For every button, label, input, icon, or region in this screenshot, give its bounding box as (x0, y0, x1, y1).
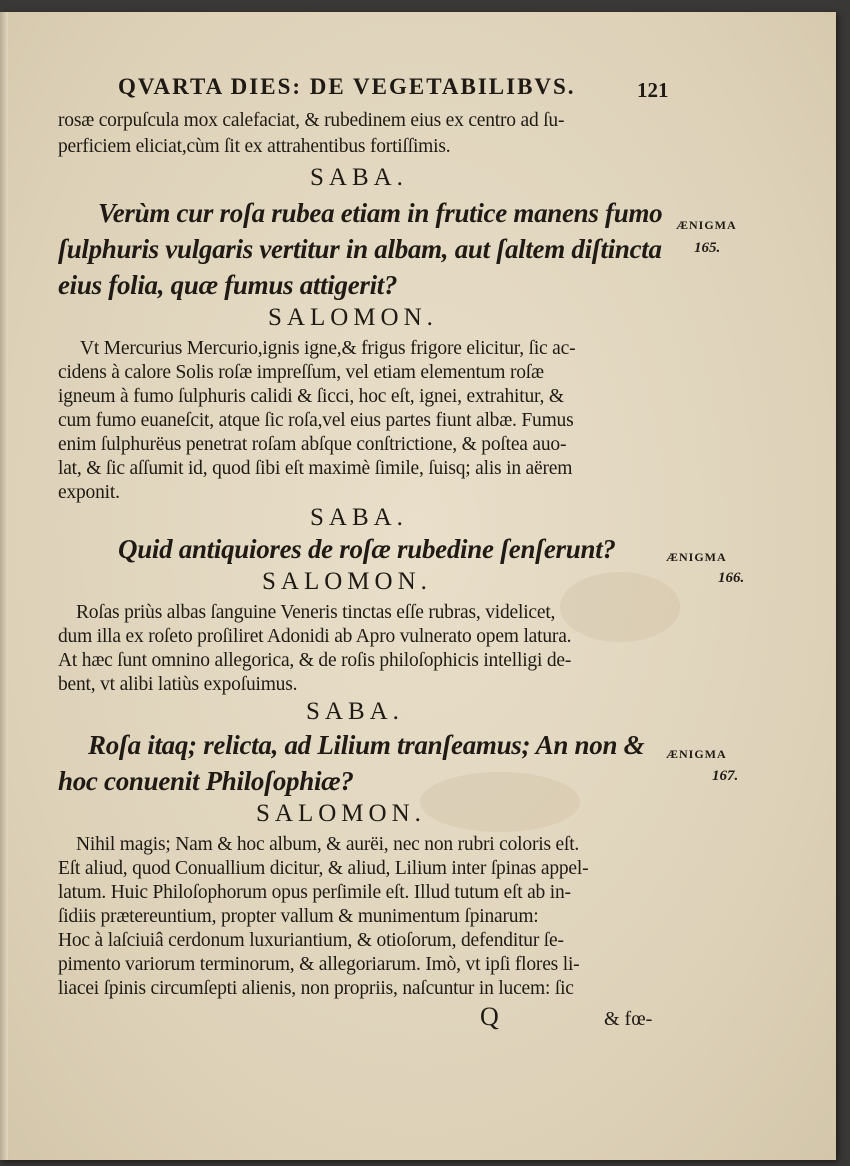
page-gutter-shadow (0, 12, 8, 1160)
speaker-heading-saba: SABA. (310, 504, 408, 531)
text-line: At hæc ſunt omnino allegorica, & de roſis philoſophicis intelligi de- (58, 650, 572, 671)
catchword: & fœ- (604, 1008, 653, 1030)
text-line: cum fumo euaneſcit, atque ſic roſa,vel eius partes fiunt albæ. Fumus (58, 410, 574, 431)
margin-note-label: ÆNIGMA (676, 218, 737, 232)
text-line: cidens à calore Solis roſæ impreſſum, vel etiam elementum roſæ (58, 362, 544, 383)
signature-mark: Q (480, 1002, 499, 1031)
text-line: igneum à fumo ſulphuris calidi & ſicci, hoc eſt, ignei, extrahitur, & (58, 386, 564, 407)
speaker-heading-saba: SABA. (310, 164, 408, 191)
margin-note-number: 165. (694, 240, 721, 256)
text-line: liacei ſpinis circumſepti alienis, non propriis, naſcuntur in lucem: ſic (58, 978, 574, 999)
text-line: bent, vt alibi latiùs expoſuimus. (58, 674, 298, 695)
speaker-heading-salomon: SALOMON. (256, 800, 426, 827)
question-line: eius folia, quæ fumus attigerit? (58, 270, 398, 300)
text-line: rosæ corpuſcula mox calefaciat, & rubedinem eius ex centro ad ſu- (58, 110, 565, 131)
running-head: QVARTA DIES: DE VEGETABILIBVS. (118, 74, 576, 99)
text-line: dum illa ex roſeto proſiliret Adonidi ab Apro vulnerato opem latura. (58, 626, 572, 647)
margin-note-number: 166. (718, 570, 745, 586)
text-line: Nihil magis; Nam & hoc album, & aurëi, nec non rubri coloris eſt. (76, 834, 580, 855)
text-line: pimento variorum terminorum, & allegoriarum. Imò, vt ipſi flores li- (58, 954, 580, 975)
page-number: 121 (637, 78, 669, 102)
text-line: exponit. (58, 482, 120, 503)
text-line: Vt Mercurius Mercurio,ignis igne,& frigus frigore elicitur, ſic ac- (80, 338, 576, 359)
speaker-heading-salomon: SALOMON. (268, 304, 438, 331)
margin-note-number: 167. (712, 768, 739, 784)
text-line: Eſt aliud, quod Conuallium dicitur, & aliud, Lilium inter ſpinas appel- (58, 858, 589, 879)
question-line: Roſa itaq; relicta, ad Lilium tranſeamus; An non & (88, 730, 645, 760)
question-line: Verùm cur roſa rubea etiam in frutice manens fumo (98, 198, 663, 228)
question-line: hoc conuenit Philoſophiæ? (58, 766, 354, 796)
text-line: perficiem eliciat,cùm ſit ex attrahentibus fortiſſimis. (58, 136, 451, 157)
speaker-heading-salomon: SALOMON. (262, 568, 432, 595)
margin-note-label: ÆNIGMA (666, 747, 727, 761)
text-line: latum. Huic Philoſophorum opus perſimile eſt. Illud tutum eſt ab in- (58, 882, 571, 903)
text-line: lat, & ſic aſſumit id, quod ſibi eſt maximè ſimile, ſuisq; alis in aërem (58, 458, 573, 479)
paper-stain (420, 772, 580, 832)
question-line: Quid antiquiores de roſæ rubedine ſenſerunt? (118, 534, 616, 564)
speaker-heading-saba: SABA. (306, 698, 404, 725)
paper-stain (560, 572, 680, 642)
text-line: enim ſulphurëus penetrat roſam abſque conſtrictione, & poſtea auo- (58, 434, 567, 455)
text-line: Roſas priùs albas ſanguine Veneris tinctas eſſe rubras, videlicet, (76, 602, 556, 623)
book-page (0, 12, 836, 1160)
text-line: ſidiis prætereuntium, propter vallum & munimentum ſpinarum: (58, 906, 539, 927)
text-line: Hoc à laſciuiâ cerdonum luxuriantium, & otioſorum, defenditur ſe- (58, 930, 564, 951)
question-line: ſulphuris vulgaris vertitur in albam, aut ſaltem diſtincta (58, 234, 662, 264)
margin-note-label: ÆNIGMA (666, 550, 727, 564)
